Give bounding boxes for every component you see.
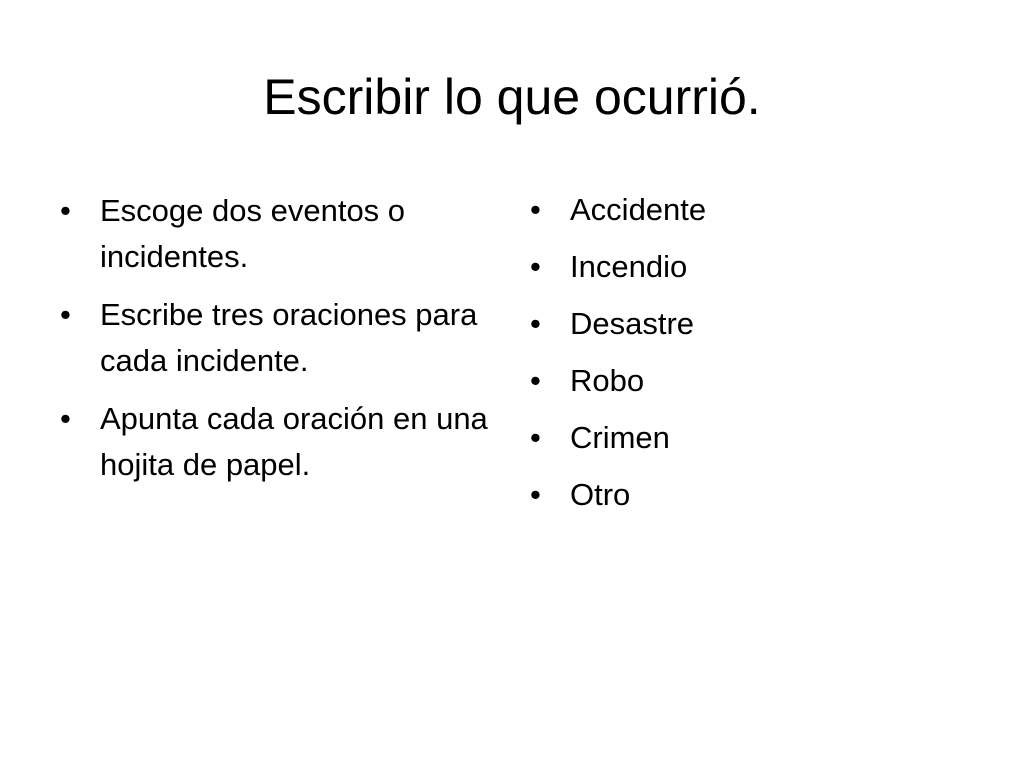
list-item <box>530 302 970 346</box>
bullet-icon: • <box>530 477 541 512</box>
list-item-text: Apunta cada oración en una hojita de papel. <box>100 401 488 482</box>
bullet-icon: • <box>530 306 541 341</box>
instructions-list <box>60 188 500 500</box>
list-item-text: Robo <box>570 363 645 398</box>
event-types-list <box>530 188 970 530</box>
list-item-text: Escribe tres oraciones para cada incidente. <box>100 297 478 378</box>
bullet-icon: • <box>530 249 541 284</box>
list-item <box>60 188 500 280</box>
bullet-icon: • <box>60 297 71 332</box>
list-item <box>530 359 970 403</box>
list-item <box>530 188 970 232</box>
list-item <box>60 396 500 488</box>
bullet-icon: • <box>60 401 71 436</box>
bullet-icon: • <box>530 192 541 227</box>
list-item-text: Accidente <box>570 192 707 227</box>
list-item-text: Desastre <box>570 306 695 341</box>
bullet-icon: • <box>530 363 541 398</box>
list-item-text: Otro <box>570 477 631 512</box>
bullet-icon: • <box>60 193 71 228</box>
list-item-text: Crimen <box>570 420 670 455</box>
list-item-text: Escoge dos eventos o incidentes. <box>100 193 406 274</box>
bullet-icon: • <box>530 420 541 455</box>
slide-title: Escribir lo que ocurrió. <box>263 69 761 125</box>
list-item <box>530 416 970 460</box>
list-item-text: Incendio <box>570 249 688 284</box>
list-item <box>530 245 970 289</box>
list-item <box>530 473 970 517</box>
list-item <box>60 292 500 384</box>
